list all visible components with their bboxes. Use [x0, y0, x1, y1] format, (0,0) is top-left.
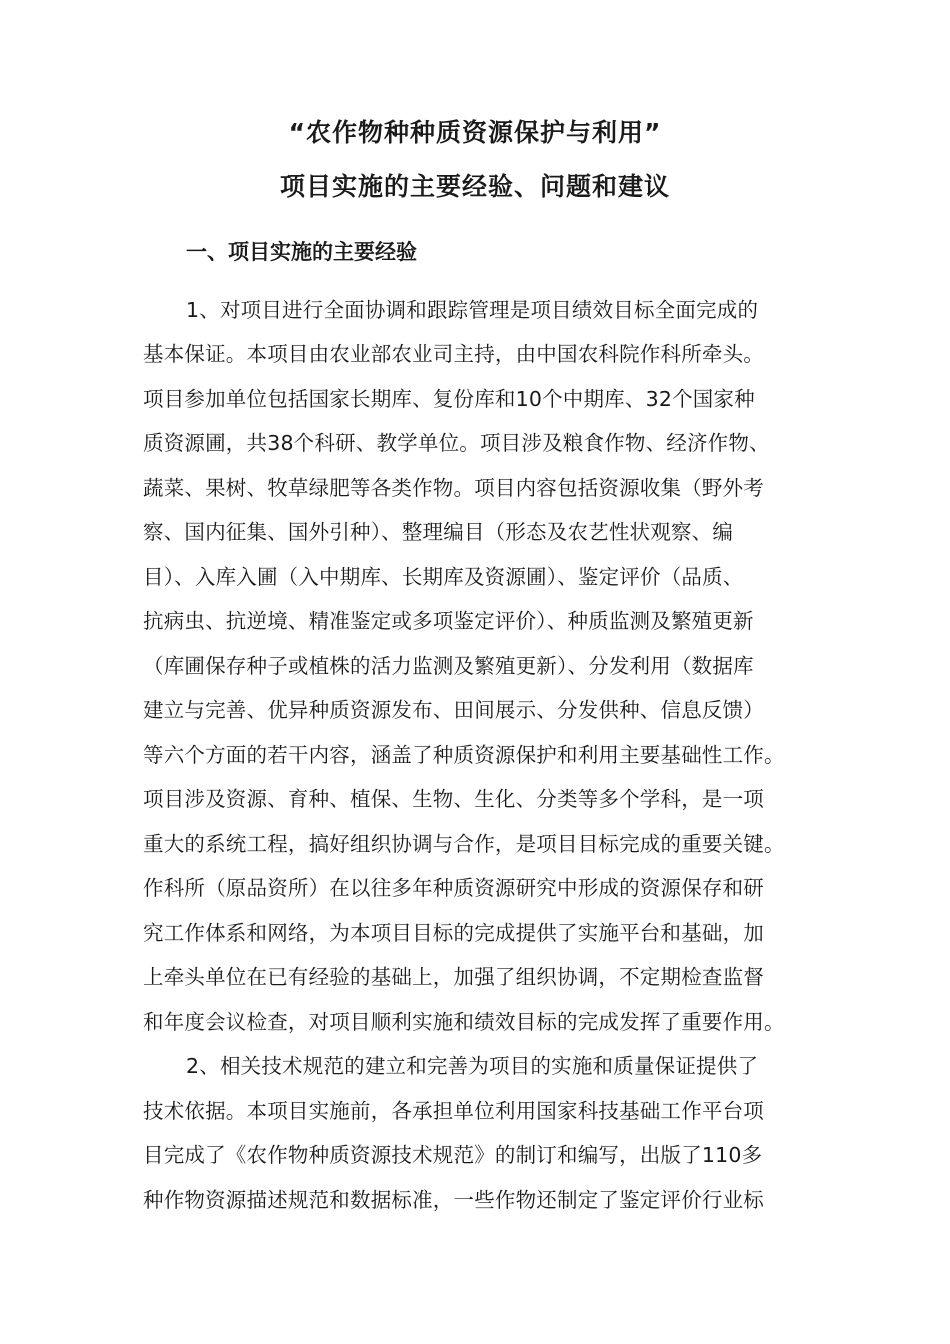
paragraph-2-line: 2、相关技术规范的建立和完善为项目的实施和质量保证提供了	[186, 1054, 759, 1078]
paragraph-1-line: 察、国内征集、国外引种）、整理编目（形态及农艺性状观察、编	[143, 520, 734, 544]
paragraph-1-line: 和年度会议检查，对项目顺利实施和绩效目标的完成发挥了重要作用。	[143, 1010, 785, 1034]
paragraph-1-line: 项目参加单位包括国家长期库、复份库和10个中期库、32个国家种	[143, 387, 755, 411]
paragraph-1-line: 基本保证。本项目由农业部农业司主持，由中国农科院作科所牵头。	[143, 342, 764, 366]
paragraph-1-line: 建立与完善、优异种质资源发布、田间展示、分发供种、信息反馈）	[143, 698, 764, 722]
section-heading: 一、项目实施的主要经验	[186, 240, 417, 264]
document-title-line-2: 项目实施的主要经验、问题和建议	[279, 172, 670, 201]
paragraph-2-line: 目完成了《农作物种质资源技术规范》的制订和编写，出版了110多	[143, 1143, 763, 1167]
paragraph-1-line: 等六个方面的若干内容，涵盖了种质资源保护和利用主要基础性工作。	[143, 743, 785, 767]
paragraph-1-line: 上牵头单位在已有经验的基础上，加强了组织协调，不定期检查监督	[143, 965, 764, 989]
paragraph-1-line: 目）、入库入圃（入中期库、长期库及资源圃）、鉴定评价（品质、	[143, 565, 744, 589]
paragraph-1-line: 重大的系统工程，搞好组织协调与合作，是项目目标完成的重要关键。	[143, 832, 785, 856]
paragraph-1-line: 究工作体系和网络，为本项目目标的完成提供了实施平台和基础，加	[143, 921, 764, 945]
paragraph-1-line: 质资源圃，共38个科研、教学单位。项目涉及粮食作物、经济作物、	[143, 431, 770, 455]
paragraph-1-line: 蔬菜、果树、牧草绿肥等各类作物。项目内容包括资源收集（野外考	[143, 476, 764, 500]
document-title-line-1: “农作物种种质资源保护与利用”	[288, 118, 662, 147]
paragraph-1-line: （库圃保存种子或植株的活力监测及繁殖更新）、分发利用（数据库	[143, 654, 754, 678]
paragraph-1-line: 项目涉及资源、育种、植保、生物、生化、分类等多个学科，是一项	[143, 787, 764, 811]
paragraph-1-line: 作科所（原品资所）在以往多年种质资源研究中形成的资源保存和研	[143, 876, 764, 900]
paragraph-1-line: 抗病虫、抗逆境、精准鉴定或多项鉴定评价）、种质监测及繁殖更新	[143, 609, 754, 633]
paragraph-2-line: 种作物资源描述规范和数据标准，一些作物还制定了鉴定评价行业标	[143, 1188, 764, 1212]
paragraph-1-line: 1、对项目进行全面协调和跟踪管理是项目绩效目标全面完成的	[186, 298, 759, 322]
paragraph-2-line: 技术依据。本项目实施前，各承担单位利用国家科技基础工作平台项	[143, 1099, 764, 1123]
